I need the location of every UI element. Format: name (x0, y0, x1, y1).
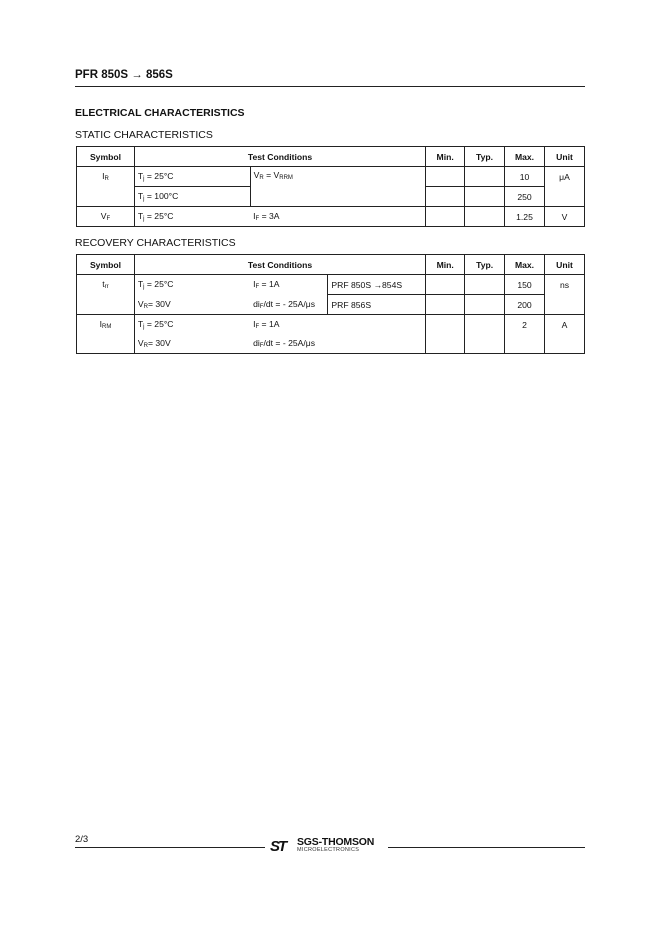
static-title: STATIC CHARACTERISTICS (75, 129, 213, 141)
static-table (76, 146, 585, 227)
header-min: Min. (426, 147, 465, 167)
logo-subtitle: MICROELECTRONICS (297, 847, 360, 853)
condition-vr: $V_R= 30V$ (134, 334, 250, 354)
page-number: 2/3 (75, 834, 89, 845)
header-max: Max. (505, 255, 545, 275)
table-row (77, 275, 585, 295)
symbol-irm: $I_{RM}$ (77, 315, 135, 335)
condition-tj: $T_j = 25^\circ C$ (134, 315, 250, 335)
unit-cell: V (544, 207, 584, 227)
header-unit: Unit (545, 255, 585, 275)
st-logo-icon: ST (270, 838, 286, 855)
header-symbol: Symbol (77, 255, 135, 275)
table-row (77, 207, 585, 227)
unit-cell: μA (544, 167, 584, 187)
header-min: Min. (426, 255, 465, 275)
typ-cell (465, 167, 505, 187)
condition-tj: $T_j = 25^\circ C$ (134, 275, 250, 295)
company-logo (270, 836, 388, 856)
footer-divider-right (388, 847, 585, 848)
header-conditions: Test Conditions (134, 255, 425, 275)
condition-if: $I_F = 3A$ (250, 207, 426, 227)
condition-didt: $di_F/dt$ = - 25A/μs (250, 295, 328, 315)
condition-vr: $V_R = V_{RRM}$ (250, 167, 426, 207)
recovery-table (76, 254, 585, 354)
condition-if: $I_F = 1A$ (250, 315, 426, 335)
condition-tj: $T_j = 25^\circ C$ (134, 207, 250, 227)
max-cell: 2 (505, 315, 545, 335)
recovery-title: RECOVERY CHARACTERISTICS (75, 237, 236, 249)
unit-cell: A (545, 315, 585, 335)
table-row (77, 295, 585, 315)
header-divider (75, 86, 585, 87)
condition-tj: $T_j = 25^\circ C$ (134, 167, 250, 187)
table-header-row (77, 255, 585, 275)
max-cell: 1.25 (505, 207, 545, 227)
header-typ: Typ. (465, 255, 505, 275)
table-row (77, 167, 585, 187)
header-symbol: Symbol (77, 147, 135, 167)
device-range: PRF 850S →854S (328, 275, 426, 295)
table-header-row (77, 147, 585, 167)
header-max: Max. (505, 147, 545, 167)
page-header-title: PFR 850S → 856S (75, 69, 173, 81)
section-title: ELECTRICAL CHARACTERISTICS (75, 107, 245, 119)
header-unit: Unit (544, 147, 584, 167)
logo-name: SGS-THOMSON (297, 836, 375, 848)
symbol-trr: $t_{rr}$ (77, 275, 135, 295)
symbol-ir: $I_R$ (77, 167, 135, 187)
condition-vr: $V_R= 30V$ (134, 295, 250, 315)
device-single: PRF 856S (328, 295, 426, 315)
max-cell: 250 (505, 187, 545, 207)
condition-if: $I_F = 1A$ (250, 275, 328, 295)
table-row (77, 315, 585, 335)
header-typ: Typ. (465, 147, 505, 167)
max-cell: 200 (505, 295, 545, 315)
table-row (77, 334, 585, 354)
unit-cell: ns (545, 275, 585, 295)
footer-divider-left (75, 847, 265, 848)
header-conditions: Test Conditions (134, 147, 425, 167)
min-cell (426, 167, 465, 187)
condition-didt: $di_F/dt$ = - 25A/μs (250, 334, 426, 354)
max-cell: 150 (505, 275, 545, 295)
max-cell: 10 (505, 167, 545, 187)
condition-tj: $T_j = 100^\circ C$ (134, 187, 250, 207)
symbol-vf: $V_F$ (77, 207, 135, 227)
